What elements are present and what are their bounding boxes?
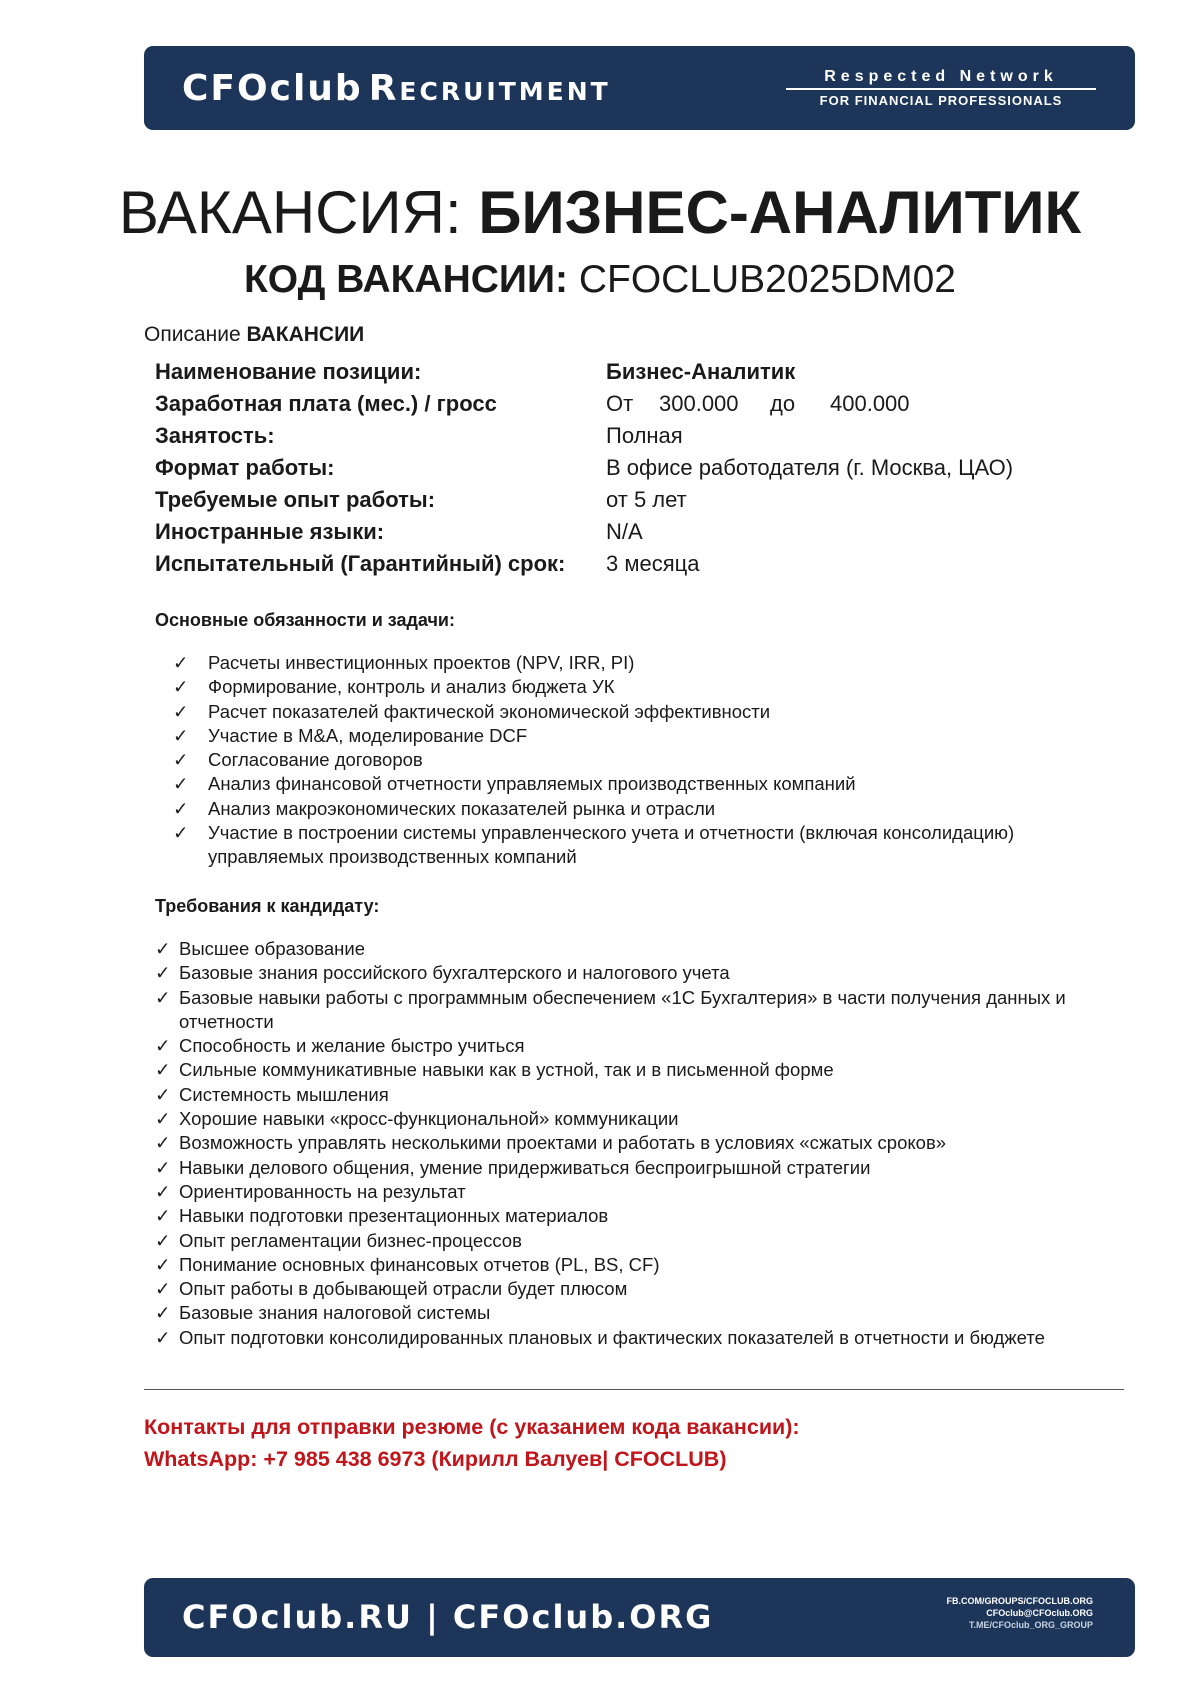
salary-from-label: От <box>606 391 634 416</box>
code-label: КОД ВАКАНСИИ: <box>244 258 568 301</box>
check-icon: ✓ <box>155 986 171 1008</box>
list-item: ✓ Системность мышления <box>155 1083 1135 1107</box>
check-icon: ✓ <box>155 1205 171 1227</box>
field-employment <box>155 423 1115 455</box>
list-item: ✓ Возможность управлять несколькими проектами и работать в условиях «сжатых сроков» <box>155 1131 1135 1155</box>
duties-list <box>173 651 1133 870</box>
list-item: ✓ Формирование, контроль и анализ бюджета УК <box>173 675 1133 699</box>
tagline <box>786 68 1096 108</box>
list-item: ✓ Навыки подготовки презентационных материалов <box>155 1204 1135 1228</box>
check-icon: ✓ <box>155 1059 171 1081</box>
field-label: Заработная плата (мес.) / гросс <box>155 391 497 416</box>
footer-links <box>947 1595 1094 1631</box>
list-item: ✓ Согласование договоров <box>173 748 1133 772</box>
list-item: ✓ Сильные коммуникативные навыки как в устной, так и в письменной форме <box>155 1058 1135 1082</box>
field-label: Требуемые опыт работы: <box>155 487 436 512</box>
title-prefix: ВАКАНСИЯ: <box>118 179 462 246</box>
field-label: Испытательный (Гарантийный) срок: <box>155 551 566 576</box>
tagline-line-2: FOR FINANCIAL PROFESSIONALS <box>819 93 1063 108</box>
check-icon: ✓ <box>173 724 189 746</box>
list-item: ✓ Опыт регламентации бизнес-процессов <box>155 1229 1135 1253</box>
brand-logo <box>182 68 611 109</box>
brand-sub: Recruitment <box>368 68 611 109</box>
check-icon: ✓ <box>155 1083 171 1105</box>
list-item: ✓ Базовые знания налоговой системы <box>155 1301 1135 1325</box>
vacancy-code <box>0 258 1200 302</box>
salary-to-value: 400.000 <box>830 391 910 416</box>
list-item: ✓ Расчет показателей фактической экономической эффективности <box>173 700 1133 724</box>
check-icon: ✓ <box>173 797 189 819</box>
field-experience <box>155 487 1115 519</box>
check-icon: ✓ <box>173 700 189 722</box>
field-value: 3 месяца <box>606 551 700 576</box>
list-item: ✓ Способность и желание быстро учиться <box>155 1034 1135 1058</box>
field-value: Бизнес-Аналитик <box>606 359 796 384</box>
field-value: N/A <box>606 519 643 544</box>
check-icon: ✓ <box>155 1302 171 1324</box>
list-item: ✓ Расчеты инвестиционных проектов (NPV, IRR, PI) <box>173 651 1133 675</box>
check-icon: ✓ <box>155 1156 171 1178</box>
field-value: Полная <box>606 423 683 448</box>
contacts-whatsapp[interactable]: WhatsApp: +7 985 438 6973 (Кирилл Валуев| CFOCLUB) <box>144 1447 727 1471</box>
description-heading: Описание ВАКАНСИИ <box>144 323 365 346</box>
field-position <box>155 359 1115 391</box>
contacts-heading: Контакты для отправки резюме (с указанием кода вакансии): <box>144 1415 800 1439</box>
check-icon: ✓ <box>173 773 189 795</box>
duties-heading: Основные обязанности и задачи: <box>155 610 455 630</box>
check-icon: ✓ <box>155 1278 171 1300</box>
list-item: ✓ Опыт подготовки консолидированных плановых и фактических показателей в отчетности и бюджете <box>155 1326 1135 1350</box>
field-label: Формат работы: <box>155 455 335 480</box>
list-item: ✓ Участие в M&A, моделирование DCF <box>173 724 1133 748</box>
vacancy-title <box>0 178 1200 247</box>
field-label: Наименование позиции: <box>155 359 422 384</box>
list-item: ✓ Ориентированность на результат <box>155 1180 1135 1204</box>
footer-banner <box>144 1578 1135 1657</box>
field-label: Иностранные языки: <box>155 519 385 544</box>
divider <box>144 1389 1124 1390</box>
requirements-heading: Требования к кандидату: <box>155 896 380 916</box>
field-languages <box>155 519 1115 551</box>
list-item: ✓ Участие в построении системы управленческого учета и отчетности (включая консолидацию) управляемых производственных компаний <box>173 822 1015 868</box>
list-item: ✓ Хорошие навыки «кросс-функциональной» коммуникации <box>155 1107 1135 1131</box>
check-icon: ✓ <box>155 1132 171 1154</box>
check-icon: ✓ <box>155 1108 171 1130</box>
list-item: ✓ Базовые навыки работы с программным обеспечением «1С Бухгалтерия» в части получения данных и отчетности <box>155 986 1066 1032</box>
tagline-line-1: Respected Network <box>786 68 1096 90</box>
check-icon: ✓ <box>155 1180 171 1202</box>
footer-link-email[interactable]: CFOclub@CFOclub.ORG <box>986 1608 1093 1618</box>
check-icon: ✓ <box>155 1229 171 1251</box>
check-icon: ✓ <box>155 938 171 959</box>
field-label: Занятость: <box>155 423 275 448</box>
list-item: ✓ Опыт работы в добывающей отрасли будет плюсом <box>155 1277 1135 1301</box>
check-icon: ✓ <box>155 1035 171 1057</box>
check-icon: ✓ <box>155 1253 171 1275</box>
title-position: БИЗНЕС-АНАЛИТИК <box>478 179 1082 246</box>
field-salary <box>155 391 1115 423</box>
footer-brand[interactable]: CFOclub.RU | CFOclub.ORG <box>182 1598 714 1636</box>
check-icon: ✓ <box>173 749 189 771</box>
list-item: ✓ Анализ финансовой отчетности управляемых производственных компаний <box>173 772 1133 796</box>
code-value: CFOCLUB2025DM02 <box>578 258 956 301</box>
header-banner <box>144 46 1135 130</box>
list-item: ✓ Анализ макроэкономических показателей рынка и отрасли <box>173 797 1133 821</box>
footer-link-telegram[interactable]: T.ME/CFOclub_ORG_GROUP <box>968 1620 1093 1630</box>
list-item: ✓ Понимание основных финансовых отчетов (PL, BS, CF) <box>155 1253 1135 1277</box>
check-icon: ✓ <box>155 1326 171 1348</box>
field-value: от 5 лет <box>606 487 687 512</box>
field-work-format <box>155 455 1115 487</box>
salary-to-label: до <box>770 391 796 416</box>
field-probation <box>155 551 1115 583</box>
vacancy-fields <box>155 359 1115 583</box>
contacts <box>144 1411 800 1475</box>
list-item: ✓ Базовые знания российского бухгалтерского и налогового учета <box>155 961 1135 985</box>
check-icon: ✓ <box>155 962 171 984</box>
list-item: ✓ Навыки делового общения, умение придерживаться беспроигрышной стратегии <box>155 1156 1135 1180</box>
salary-from-value: 300.000 <box>659 391 739 416</box>
list-item: ✓ Высшее образование <box>155 937 1135 961</box>
check-icon: ✓ <box>173 652 189 673</box>
brand-main: CFOclub <box>182 68 363 109</box>
footer-link-facebook[interactable]: FB.COM/GROUPS/CFOCLUB.ORG <box>946 1596 1093 1606</box>
check-icon: ✓ <box>173 822 189 844</box>
requirements-list <box>155 937 1135 1350</box>
check-icon: ✓ <box>173 676 189 698</box>
field-value: В офисе работодателя (г. Москва, ЦАО) <box>606 455 1014 480</box>
